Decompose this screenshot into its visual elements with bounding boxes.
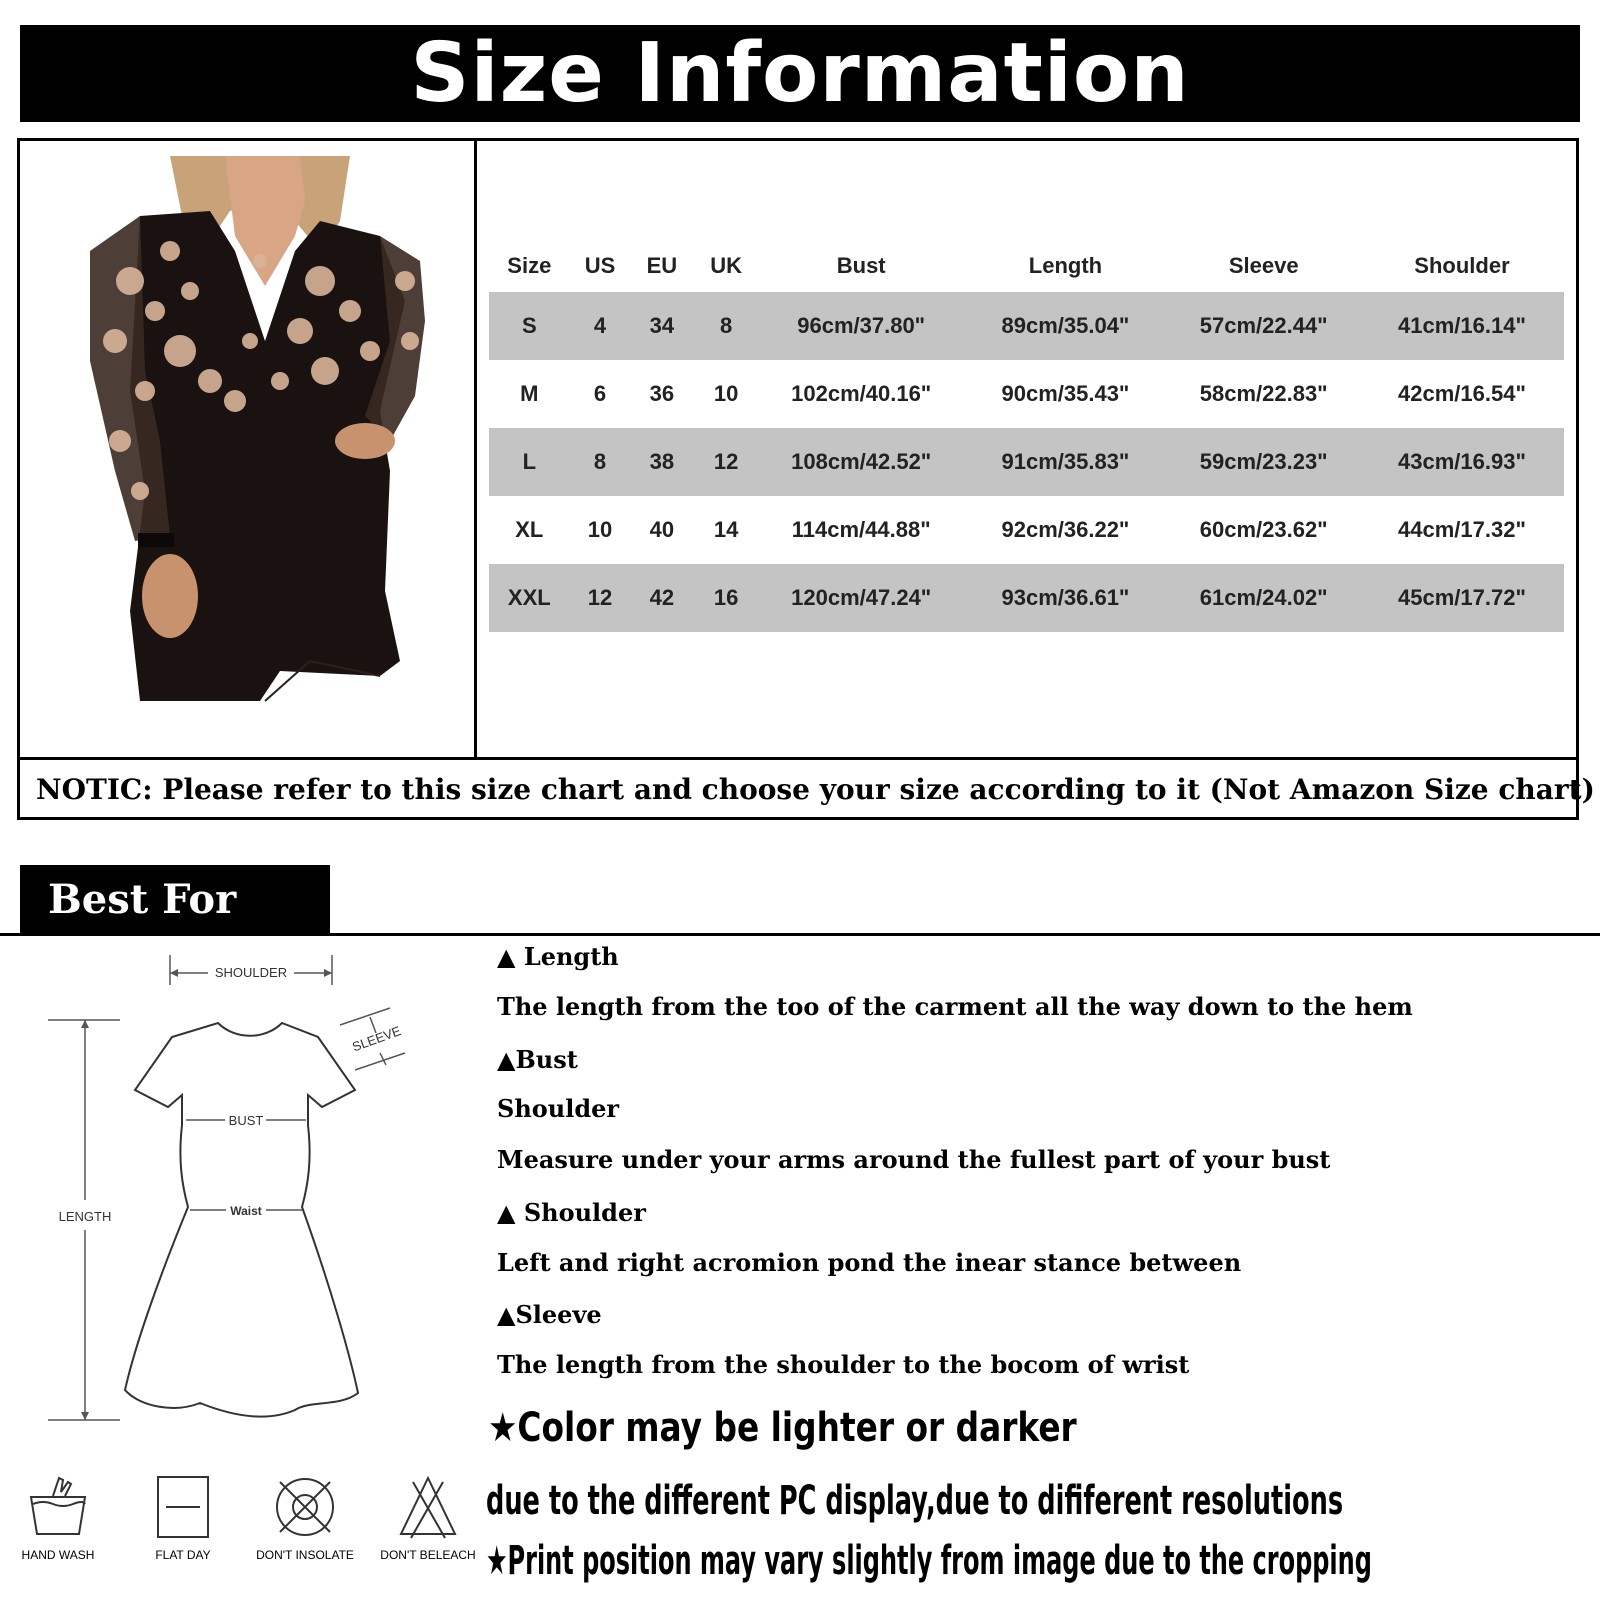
table-cell: 8 [570,428,631,496]
care-flat-dry [128,1472,238,1562]
table-cell: 43cm/16.93" [1360,428,1564,496]
length-label: LENGTH [58,1209,112,1224]
table-cell: 12 [693,428,759,496]
table-cell: 34 [630,292,693,360]
care-label: HAND WASH [21,1548,95,1562]
table-row [489,292,1564,360]
table-row [489,360,1564,428]
table-cell: 91cm/35.83" [963,428,1167,496]
dont-bleach-icon [393,1472,463,1542]
shoulder-description: Left and right acromion pond the inear stance between [497,1248,1242,1277]
care-label: DON'T INSOLATE [256,1548,354,1562]
care-label: DON'T BELEACH [380,1548,476,1562]
table-cell: 93cm/36.61" [963,564,1167,632]
care-label: FLAT DAY [155,1548,211,1562]
table-cell: 96cm/37.80" [759,292,963,360]
table-cell: 90cm/35.43" [1001,381,1130,406]
table-cell: 16 [693,564,759,632]
table-cell: 42cm/16.54" [1398,381,1526,406]
table-cell: 44cm/17.32" [1398,517,1526,542]
table-cell: XL [515,517,544,542]
column-header: US [584,253,616,278]
color-note: ★Color may be lighter or darker [488,1405,1077,1451]
table-cell: XXL [489,564,570,632]
table-cell: 38 [630,428,693,496]
column-header: UK [710,253,742,278]
column-header: Sleeve [1228,253,1299,278]
table-cell: 12 [570,564,631,632]
column-header: Shoulder [1414,253,1510,278]
column-header: Size [507,253,552,278]
table-row [489,428,1564,496]
table-cell: 61cm/24.02" [1167,564,1359,632]
dress-model-photo [20,141,474,757]
print-position-note: ★Print position may vary slightly from image due to the cropping [486,1538,1372,1584]
table-cell: 14 [713,517,739,542]
table-cell: 102cm/40.16" [791,381,932,406]
table-cell: 57cm/22.44" [1167,292,1359,360]
section-divider [0,933,1600,936]
sleeve-label: SLEEVE [350,1023,403,1055]
table-cell: 8 [693,292,759,360]
table-cell: 6 [593,381,607,406]
care-hand-wash [3,1472,113,1562]
table-cell: 108cm/42.52" [759,428,963,496]
bust-description: Measure under your arms around the fullest part of your bust [497,1145,1331,1174]
table-cell: M [520,381,539,406]
size-information-banner: Size Information [20,25,1580,122]
hand-wash-icon [23,1472,93,1542]
shoulder-heading: ▲ Shoulder [497,1198,646,1227]
table-cell: 40 [649,517,675,542]
display-note: due to the different PC display,due to dififerent resolutions [486,1478,1344,1524]
table-cell: 4 [570,292,631,360]
table-cell: 114cm/44.88" [791,517,931,542]
product-photo-cell [20,141,477,757]
care-dont-insolate [250,1472,360,1562]
dont-insolate-icon [270,1472,340,1542]
table-cell: 42 [630,564,693,632]
bust-label: BUST [228,1113,264,1128]
table-cell: 89cm/35.04" [963,292,1167,360]
table-row [489,564,1564,632]
column-header: Length [1028,253,1103,278]
flat-dry-icon [148,1472,218,1542]
table-cell: 120cm/47.24" [759,564,963,632]
table-cell: 58cm/22.83" [1199,381,1328,406]
length-heading: ▲ Length [497,942,619,971]
measurement-diagram [40,945,430,1425]
table-cell: 41cm/16.14" [1360,292,1564,360]
shoulder-label: SHOULDER [214,965,288,980]
size-chart-notice: NOTIC: Please refer to this size chart and choose your size according to it (Not Amazon Size chart) [20,757,1576,817]
table-cell: 45cm/17.72" [1360,564,1564,632]
table-cell: 10 [587,517,613,542]
care-dont-bleach [373,1472,483,1562]
table-cell: 10 [713,381,739,406]
length-description: The length from the too of the carment all the way down to the hem [497,992,1413,1021]
waist-label: Waist [230,1204,262,1218]
sleeve-heading: ▲Sleeve [497,1300,602,1329]
size-chart-header-row [489,240,1564,292]
table-cell: 60cm/23.62" [1199,517,1328,542]
table-row [489,496,1564,564]
column-header: EU [646,253,678,278]
size-chart-table [489,240,1564,632]
shoulder-subheading: Shoulder [497,1094,620,1123]
table-cell: L [489,428,570,496]
column-header: Bust [836,253,886,278]
best-for-you-tab: Best For You [20,865,330,935]
table-cell: S [489,292,570,360]
table-cell: 92cm/36.22" [1001,517,1130,542]
bust-heading: ▲Bust [497,1045,578,1074]
sleeve-description: The length from the shoulder to the bocom of wrist [497,1350,1190,1379]
table-cell: 36 [649,381,675,406]
table-cell: 59cm/23.23" [1167,428,1359,496]
